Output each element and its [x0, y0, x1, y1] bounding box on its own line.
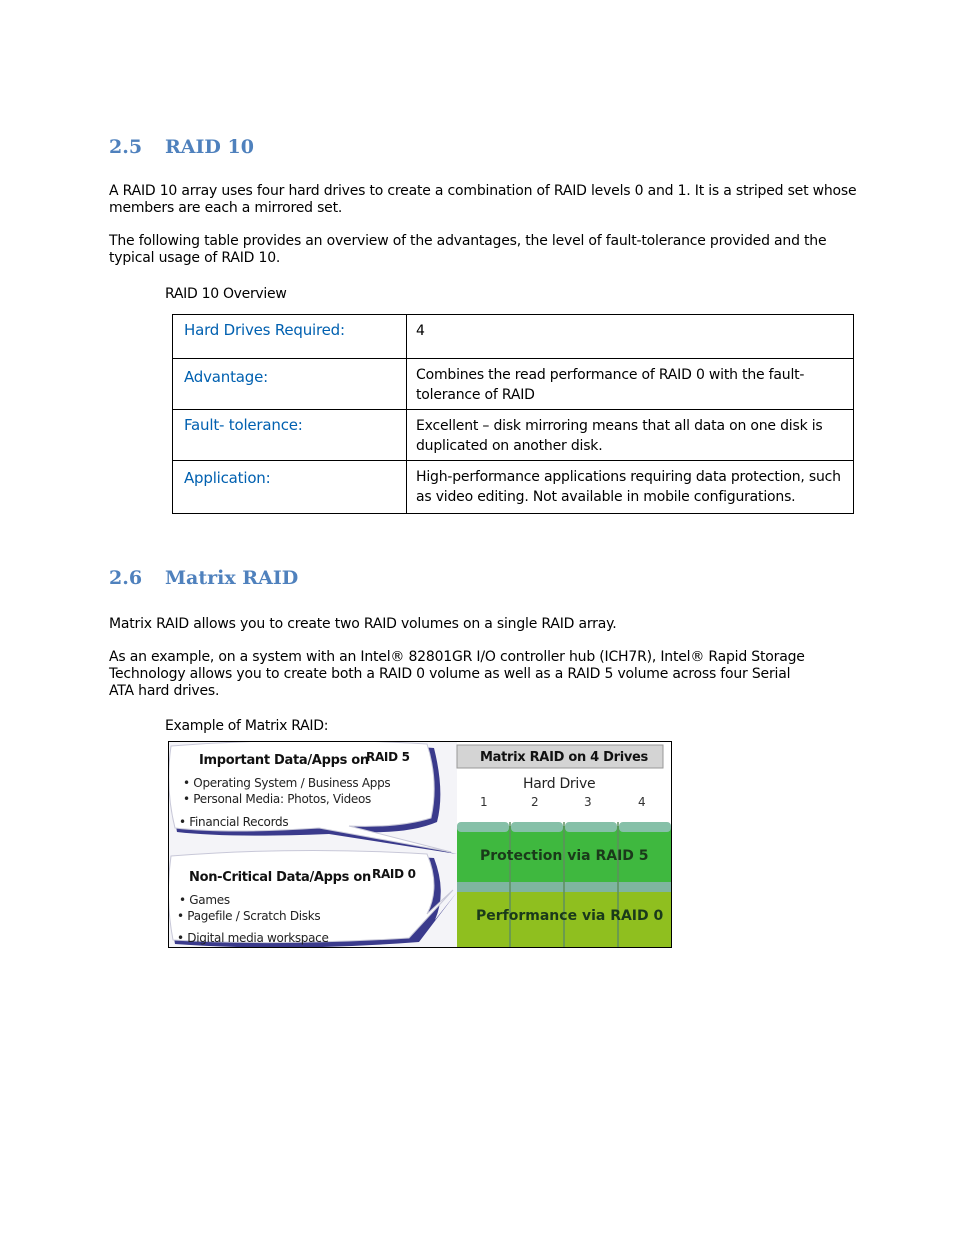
raid10-table-caption: RAID 10 Overview [165, 286, 287, 302]
raid10-intro-paragraph: A RAID 10 array uses four hard drives to create a combination of RAID levels 0 and 1. It is a striped set whose members are each a mirrored set. [109, 183, 857, 216]
table-value: High-performance applications requiring data protection, such as video editing. Not available in mobile configurations. [407, 461, 854, 514]
raid10-overview-table [172, 314, 854, 514]
important-raid-label: RAID 5 [366, 750, 410, 764]
important-item: • Operating System / Business Apps [183, 776, 391, 790]
table-value: Combines the read performance of RAID 0 with the fault-tolerance of RAID [407, 359, 854, 410]
section-number: 2.5 [109, 136, 143, 158]
drive-number: 2 [531, 795, 539, 809]
table-key: Application: [173, 461, 407, 514]
table-row [173, 410, 854, 461]
noncritical-item: • Pagefile / Scratch Disks [177, 909, 321, 923]
table-key: Advantage: [173, 359, 407, 410]
matrix-raid-figure [168, 741, 672, 948]
table-key: Fault- tolerance: [173, 410, 407, 461]
noncritical-item: • Games [179, 893, 230, 907]
noncritical-raid-label: RAID 0 [372, 867, 416, 881]
drive-number: 3 [584, 795, 592, 809]
raid5-band-label: Protection via RAID 5 [480, 848, 649, 864]
table-value: 4 [407, 315, 854, 359]
drive-number: 1 [480, 795, 488, 809]
section-heading-raid10 [109, 136, 254, 158]
important-item: • Personal Media: Photos, Videos [183, 792, 372, 806]
drive-number: 4 [638, 795, 646, 809]
matrix-intro-paragraph: Matrix RAID allows you to create two RAID volumes on a single RAID array. [109, 616, 617, 632]
section-title: Matrix RAID [165, 567, 299, 589]
table-row [173, 461, 854, 514]
hard-drive-label: Hard Drive [523, 776, 596, 792]
matrix-header: Matrix RAID on 4 Drives [480, 750, 648, 765]
matrix-example-paragraph: As an example, on a system with an Intel® 82801GR I/O controller hub (ICH7R), Intel® Rapid Storage Technology allows you to create both a RAID 0 volume as well as a RAID 5 volume across four Serial ATA hard drives. [109, 649, 805, 699]
table-row [173, 315, 854, 359]
raid10-table-intro-paragraph: The following table provides an overview of the advantages, the level of fault-tolerance provided and the typical usage of RAID 10. [109, 233, 827, 266]
noncritical-item: • Digital media workspace [177, 931, 329, 945]
important-item: • Financial Records [179, 815, 289, 829]
table-value: Excellent – disk mirroring means that all data on one disk is duplicated on another disk. [407, 410, 854, 461]
table-key: Hard Drives Required: [173, 315, 407, 359]
section-number: 2.6 [109, 567, 143, 589]
section-heading-matrix-raid [109, 567, 298, 589]
table-row [173, 359, 854, 410]
raid0-band-label: Performance via RAID 0 [476, 908, 664, 924]
matrix-figure-caption: Example of Matrix RAID: [165, 718, 329, 734]
section-title: RAID 10 [165, 136, 254, 158]
important-title: Important Data/Apps on [199, 753, 369, 768]
noncritical-title: Non-Critical Data/Apps on [189, 870, 371, 885]
